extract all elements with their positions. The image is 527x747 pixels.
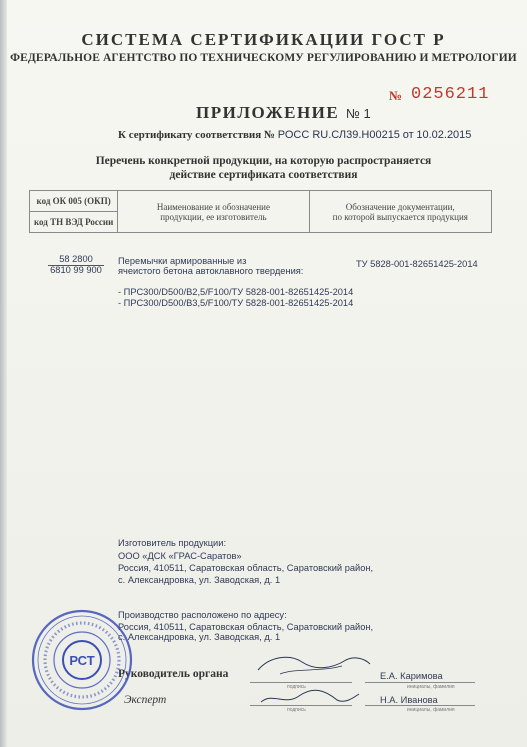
head-name-line — [365, 682, 475, 683]
production-address-line1: Россия, 410511, Саратовская область, Саратовский район, — [118, 622, 374, 632]
certificate-number: РОСС RU.СЛ39.Н00215 — [277, 129, 400, 141]
head-sign-caption: подпись — [287, 684, 306, 690]
product-item: - ПРС300/D500/В3,5/F100/ТУ 5828-001-82651425-2014 — [118, 298, 354, 308]
expert-name: Н.А. Иванова — [380, 695, 438, 705]
list-title-line2: действие сертификата соответствия — [169, 169, 358, 181]
appendix-number: № 1 — [346, 106, 371, 121]
certificate-date: 10.02.2015 — [416, 129, 472, 141]
serial-prefix: № — [389, 88, 403, 103]
production-address-line2: с. Александровка, ул. Заводская, д. 1 — [118, 632, 281, 642]
agency-title: ФЕДЕРАЛЬНОЕ АГЕНТСТВО ПО ТЕХНИЧЕСКОМУ РЕГУЛИРОВАНИЮ И МЕТРОЛОГИИ — [10, 52, 517, 64]
tnved-code-header: код ТН ВЭД России — [30, 212, 118, 233]
list-title — [0, 154, 527, 182]
gost-seal-icon — [30, 608, 134, 712]
name-col-line1: Наименование и обозначение — [156, 201, 270, 212]
doc-col-line1: Обозначение документации, — [345, 201, 455, 212]
date-prefix: от — [402, 129, 414, 141]
product-item: - ПРС300/D500/В2,5/F100/ТУ 5828-001-82651425-2014 — [118, 287, 354, 297]
head-name: Е.А. Каримова — [380, 671, 443, 681]
product-name-line1: Перемычки армированные из — [118, 256, 247, 266]
manufacturer-name: ООО «ДСК «ГРАС-Саратов» — [118, 551, 242, 561]
head-initials-caption: инициалы, фамилия — [407, 684, 455, 690]
seal-emblem-text: РСТ — [69, 653, 95, 668]
head-signature-scribble — [250, 648, 380, 688]
name-col-line2: продукции, ее изготовитель — [160, 211, 267, 222]
page-edge-shadow — [0, 0, 7, 747]
product-doc: ТУ 5828-001-82651425-2014 — [356, 259, 478, 269]
certificate-reference — [118, 129, 471, 141]
okp-code-header: код ОК 005 (ОКП) — [30, 191, 118, 212]
expert-label: Эксперт — [124, 694, 167, 706]
manufacturer-label: Изготовитель продукции: — [118, 538, 227, 548]
okp-code-value: 58 2800 — [48, 254, 104, 266]
system-title: СИСТЕМА СЕРТИФИКАЦИИ ГОСТ Р — [81, 30, 446, 49]
expert-initials-caption: инициалы, фамилия — [407, 707, 455, 713]
manufacturer-address-line1: Россия, 410511, Саратовская область, Саратовский район, — [118, 563, 374, 573]
expert-sign-caption: подпись — [287, 707, 306, 713]
products-table-header — [29, 190, 492, 233]
head-label: Руководитель органа — [118, 668, 229, 680]
expert-signature-scribble — [255, 684, 365, 712]
list-title-line1: Перечень конкретной продукции, на которую распространяется — [95, 155, 432, 167]
production-label: Производство расположено по адресу: — [118, 610, 287, 620]
name-column-header — [118, 191, 309, 233]
product-name-line2: ячеистого бетона автоклавного твердения: — [118, 266, 304, 276]
expert-name-line — [365, 705, 475, 706]
certificate-ref-prefix: К сертификату соответствия № — [118, 129, 276, 141]
tnved-code-value: 6810 99 900 — [50, 265, 102, 275]
doc-column-header — [309, 191, 491, 233]
doc-col-line2: по которой выпускается продукция — [332, 211, 468, 222]
serial-number: 0256211 — [411, 85, 490, 104]
manufacturer-address-line2: с. Александровка, ул. Заводская, д. 1 — [118, 575, 281, 585]
appendix-title: ПРИЛОЖЕНИЕ — [196, 103, 340, 122]
